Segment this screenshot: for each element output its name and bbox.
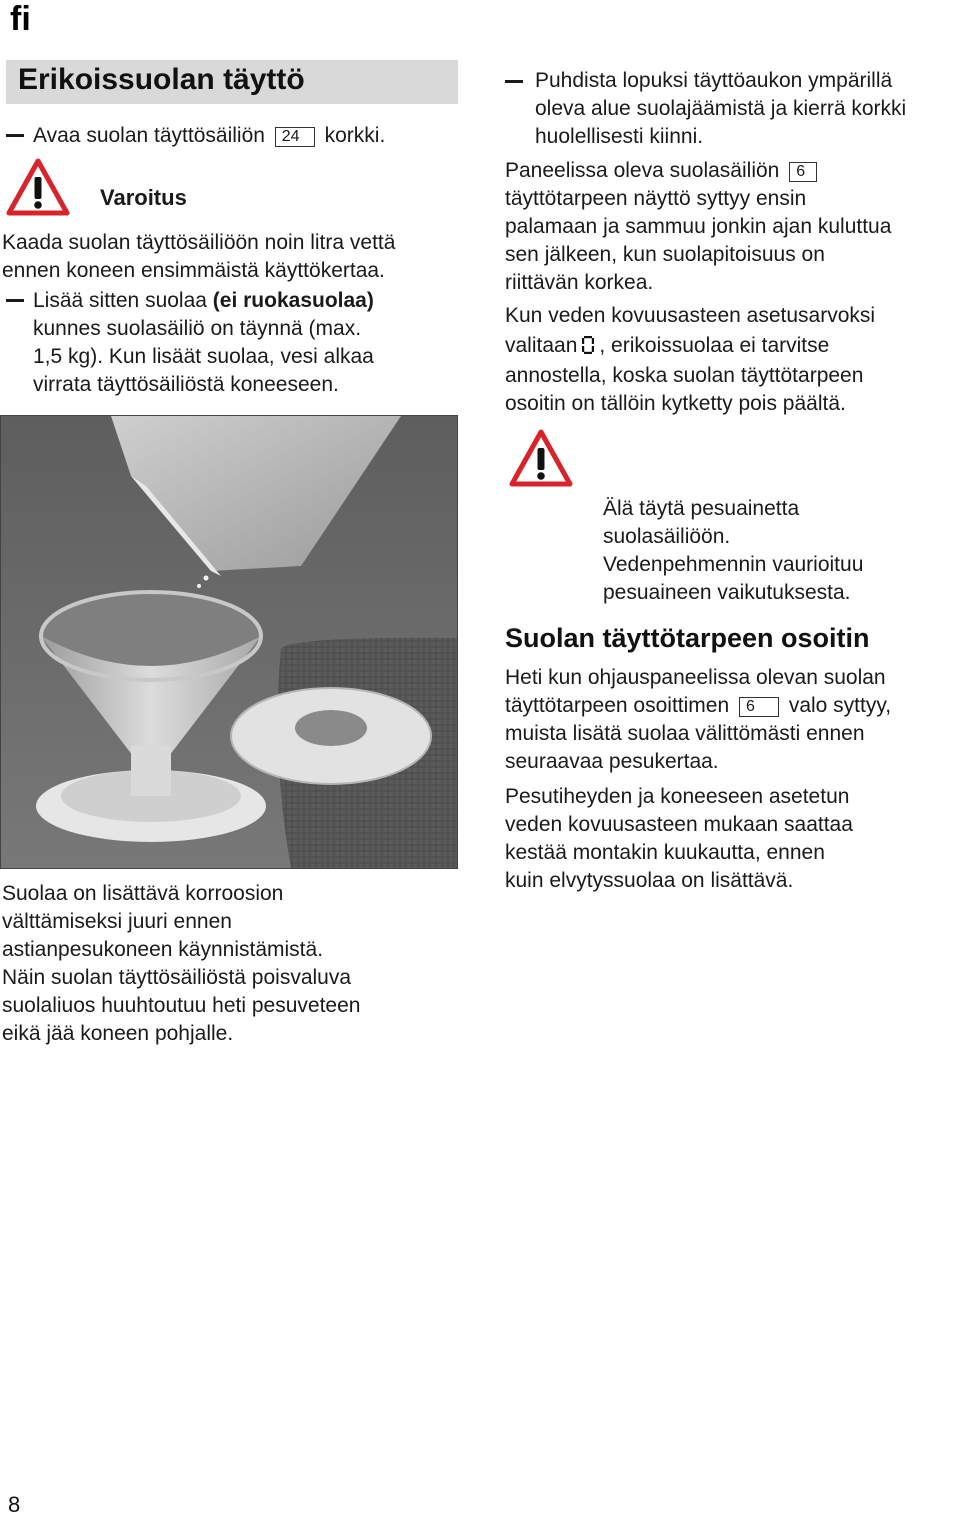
funnel-illustration	[1, 416, 457, 868]
step-3	[535, 67, 906, 151]
paragraph-line	[505, 692, 891, 720]
list-dash	[6, 134, 24, 137]
paragraph-line: täyttötarpeen näyttö syttyy ensin	[505, 187, 807, 210]
warning-2-text	[603, 495, 863, 607]
step-2-text: Lisää sitten suolaa	[33, 289, 213, 312]
paragraph-frequency	[505, 783, 853, 895]
salt-filling-illustration	[0, 415, 458, 869]
paragraph-line: seuraavaa pesukertaa.	[505, 750, 719, 773]
step-2-line	[33, 287, 374, 315]
paragraph-line	[505, 157, 891, 185]
para-1-text: Paneelissa oleva suolasäiliön	[505, 159, 780, 182]
paragraph-line: veden kovuusasteen mukaan saattaa	[505, 813, 853, 836]
paragraph-line: osoitin on tällöin kytketty pois päältä.	[505, 392, 846, 415]
warning-line: Vedenpehmennin vaurioituu	[603, 553, 864, 576]
paragraph-line: annostella, koska suolan täyttötarpeen	[505, 364, 864, 387]
list-dash	[505, 80, 523, 83]
caption-line: Näin suolan täyttösäiliöstä poisvaluva	[2, 966, 352, 989]
warning-text-line: ennen koneen ensimmäistä käyttökertaa.	[2, 259, 385, 282]
step-2-line: kunnes suolasäiliö on täynnä (max.	[33, 317, 362, 340]
paragraph-line: kestää montakin kuukautta, ennen	[505, 841, 825, 864]
step-2-line: virrata täyttösäiliöstä koneeseen.	[33, 373, 339, 396]
step-3-line: Puhdista lopuksi täyttöaukon ympärillä	[535, 69, 893, 92]
para-2-text: valitaan	[505, 334, 578, 357]
warning-text	[2, 229, 395, 285]
para-2-text-end: , erikoissuolaa ei tarvitse	[599, 334, 830, 357]
para-3-text: täyttötarpeen osoittimen	[505, 694, 730, 717]
paragraph-line	[505, 332, 875, 360]
step-1-text: Avaa suolan täyttösäiliön	[33, 124, 265, 147]
warning-line: pesuaineen vaikutuksesta.	[603, 581, 851, 604]
paragraph-line: Heti kun ohjauspaneelissa olevan suolan	[505, 666, 886, 689]
ref-box-6: 6	[739, 697, 779, 717]
step-3-line: huolellisesti kiinni.	[535, 125, 704, 148]
paragraph-line: sen jälkeen, kun suolapitoisuus on	[505, 243, 825, 266]
step-3-line: oleva alue suolajäämistä ja kierrä korkki	[535, 97, 907, 120]
warning-text-line: Kaada suolan täyttösäiliöön noin litra vettä	[2, 231, 396, 254]
step-1-text-end: korkki.	[324, 124, 386, 147]
caption-line: astianpesukoneen käynnistämistä.	[2, 938, 324, 961]
paragraph-line: Kun veden kovuusasteen asetusarvoksi	[505, 304, 876, 327]
step-2-bold: (ei ruokasuolaa)	[212, 289, 374, 312]
paragraph-line: Pesutiheyden ja koneeseen asetetun	[505, 785, 850, 808]
paragraph-line: riittävän korkea.	[505, 271, 654, 294]
page-number: 8	[8, 1492, 21, 1517]
paragraph-line: kuin elvytyssuolaa on lisättävä.	[505, 869, 794, 892]
list-dash	[6, 299, 24, 302]
para-3-text-end: valo syttyy,	[788, 694, 892, 717]
language-code: fi	[10, 0, 31, 38]
step-2-line: 1,5 kg). Kun lisäät suolaa, vesi alkaa	[33, 345, 374, 368]
caption-line: suolaliuos huuhtoutuu heti pesuveteen	[2, 994, 361, 1017]
caption-line: Suolaa on lisättävä korroosion	[2, 882, 284, 905]
section-heading: Suolan täyttötarpeen osoitin	[505, 623, 870, 653]
warning-line: Älä täytä pesuainetta	[603, 497, 800, 520]
paragraph-line: palamaan ja sammuu jonkin ajan kuluttua	[505, 215, 892, 238]
section-title: Erikoissuolan täyttö	[18, 63, 305, 96]
warning-line: suolasäiliöön.	[603, 525, 731, 548]
step-1	[33, 122, 385, 150]
caption-line: välttämiseksi juuri ennen	[2, 910, 232, 933]
step-2	[33, 287, 374, 399]
figure-caption	[2, 880, 360, 1048]
paragraph-salt-indicator	[505, 157, 891, 297]
paragraph-indicator-light	[505, 664, 891, 776]
paragraph-hardness-zero	[505, 302, 875, 418]
caption-line: eikä jää koneen pohjalle.	[2, 1022, 234, 1045]
ref-box-24: 24	[275, 127, 315, 147]
ref-box-6: 6	[789, 162, 817, 182]
warning-triangle-icon	[6, 157, 70, 217]
warning-triangle-icon	[508, 428, 574, 488]
warning-label: Varoitus	[100, 185, 187, 210]
seven-segment-zero-icon	[581, 335, 595, 355]
paragraph-line: muista lisätä suolaa välittömästi ennen	[505, 722, 865, 745]
